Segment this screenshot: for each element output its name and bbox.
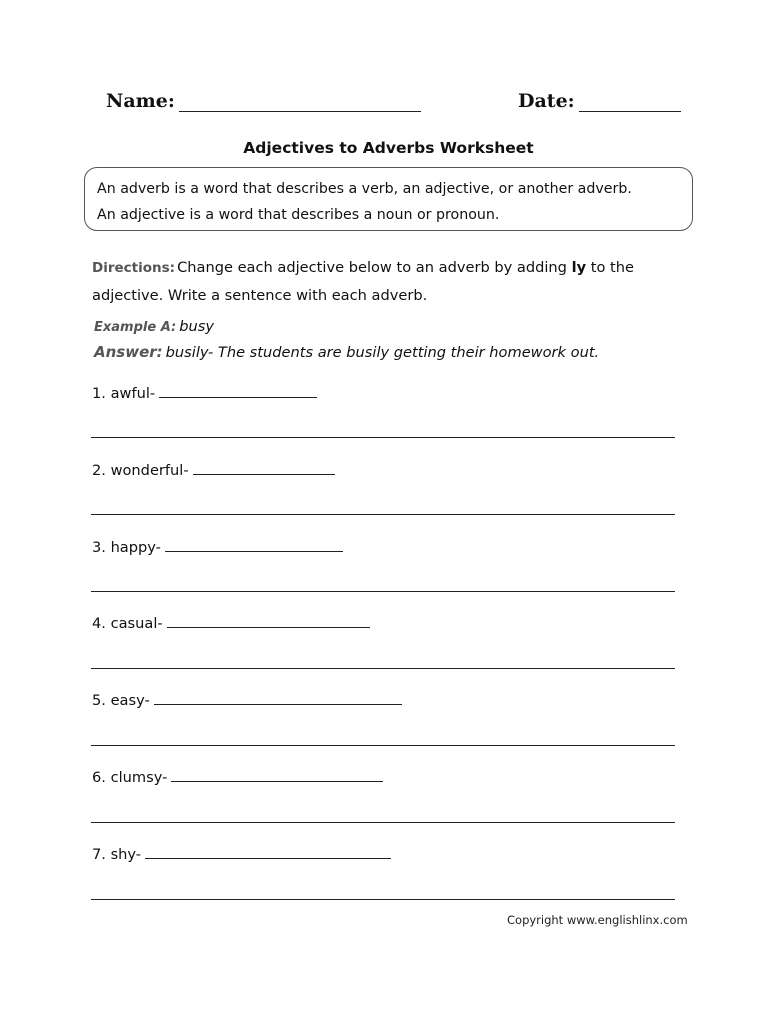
question-label: 7. shy- [92, 846, 142, 863]
copyright-text: Copyright www.englishlinx.com [507, 913, 688, 927]
sentence-line[interactable] [91, 668, 675, 669]
answer-line-example [94, 343, 599, 361]
question-item [92, 383, 317, 402]
adverb-blank[interactable] [154, 690, 402, 705]
sentence-line[interactable] [91, 745, 675, 746]
example-line [94, 318, 214, 335]
sentence-line[interactable] [91, 437, 675, 438]
name-field[interactable] [106, 90, 421, 112]
name-label: Name: [106, 90, 175, 112]
adverb-definition: An adverb is a word that describes a verb, an adjective, or another adverb. [97, 181, 632, 197]
answer-label: Answer: [94, 343, 163, 361]
date-label: Date: [518, 90, 575, 112]
question-item [92, 537, 343, 556]
example-answer: busily- The students are busily getting their homework out. [165, 344, 600, 361]
adverb-blank[interactable] [193, 460, 335, 475]
sentence-line[interactable] [91, 591, 675, 592]
example-label: Example A: [94, 320, 177, 335]
sentence-line[interactable] [91, 822, 675, 823]
question-label: 3. happy- [92, 539, 161, 556]
question-label: 2. wonderful- [92, 462, 189, 479]
directions-keyword: ly [571, 259, 587, 276]
example-word: busy [179, 318, 214, 335]
adverb-blank[interactable] [145, 844, 391, 859]
question-label: 5. easy- [92, 692, 150, 709]
sentence-line[interactable] [91, 514, 675, 515]
question-label: 6. clumsy- [92, 769, 168, 786]
sentence-line[interactable] [91, 899, 675, 900]
question-label: 1. awful- [92, 385, 156, 402]
directions-text-before: Change each adjective below to an adverb by adding [177, 259, 572, 276]
name-blank[interactable] [179, 93, 421, 112]
question-item [92, 613, 370, 632]
adverb-blank[interactable] [171, 767, 383, 782]
directions-text-after: to the adjective. Write a sentence with each adverb. [92, 259, 634, 304]
question-item [92, 460, 335, 479]
question-item [92, 844, 391, 863]
adverb-blank[interactable] [167, 613, 370, 628]
question-item [92, 767, 383, 786]
question-label: 4. casual- [92, 615, 163, 632]
adverb-blank[interactable] [159, 383, 317, 398]
directions-label: Directions: [92, 260, 176, 276]
question-item [92, 690, 402, 709]
definition-box [84, 167, 693, 231]
adverb-blank[interactable] [165, 537, 343, 552]
worksheet-title: Adjectives to Adverbs Worksheet [243, 139, 534, 157]
date-field[interactable] [518, 90, 681, 112]
date-blank[interactable] [579, 93, 681, 112]
directions [92, 254, 692, 309]
adjective-definition: An adjective is a word that describes a noun or pronoun. [97, 207, 500, 223]
